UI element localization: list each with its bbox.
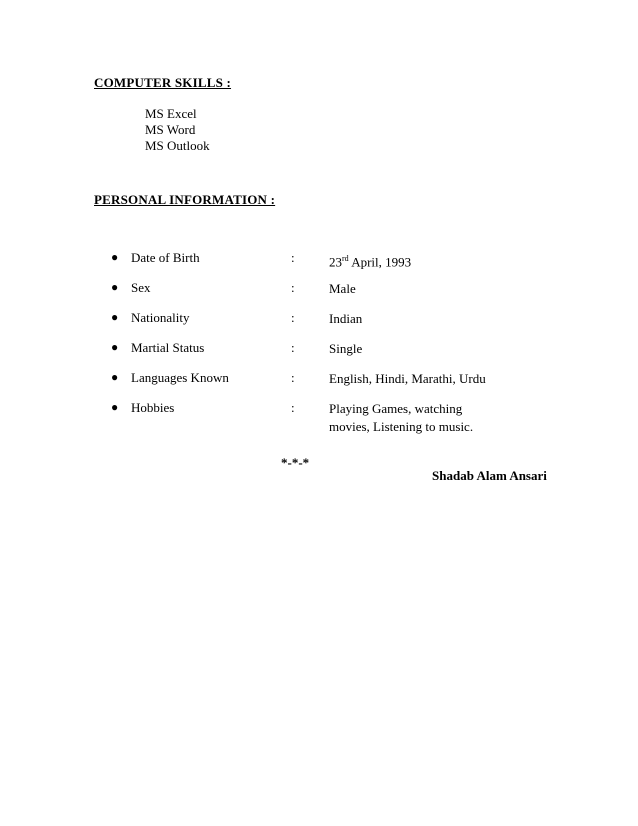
info-separator: : [291,400,295,415]
info-separator: : [291,250,295,265]
signature-name: Shadab Alam Ansari [432,468,547,483]
bullet-icon: ● [111,340,119,354]
skill-item: MS Outlook [145,138,210,153]
info-value: Male [329,281,356,296]
info-separator: : [291,310,295,325]
skill-item: MS Excel [145,106,197,121]
bullet-icon: ● [111,280,119,294]
info-value [329,250,499,271]
computer-skills-list [145,106,210,154]
bullet-icon: ● [111,250,119,264]
info-label: Hobbies [131,400,175,415]
info-label: Sex [131,280,151,295]
info-value: Single [329,341,363,356]
info-label: Nationality [131,310,190,325]
bullet-icon: ● [111,400,119,414]
end-marker: *-*-* [281,455,310,470]
bullet-icon: ● [111,370,119,384]
date-of-birth-day: 23 [329,254,342,270]
computer-skills-heading: COMPUTER SKILLS : [94,75,232,90]
info-label: Date of Birth [131,250,200,265]
skill-item: MS Word [145,122,196,137]
info-value: English, Hindi, Marathi, Urdu [329,371,486,386]
personal-information-heading: PERSONAL INFORMATION : [94,192,276,207]
info-label: Martial Status [131,340,205,355]
bullet-icon: ● [111,310,119,324]
info-separator: : [291,340,295,355]
info-separator: : [291,370,295,385]
date-of-birth-ordinal-suffix: rd [342,254,349,263]
info-value: Playing Games, watching movies, Listening to music. [329,401,474,434]
date-of-birth-rest: April, 1993 [348,254,412,270]
info-separator: : [291,280,295,295]
info-label: Languages Known [131,370,229,385]
info-value: Indian [329,311,363,326]
